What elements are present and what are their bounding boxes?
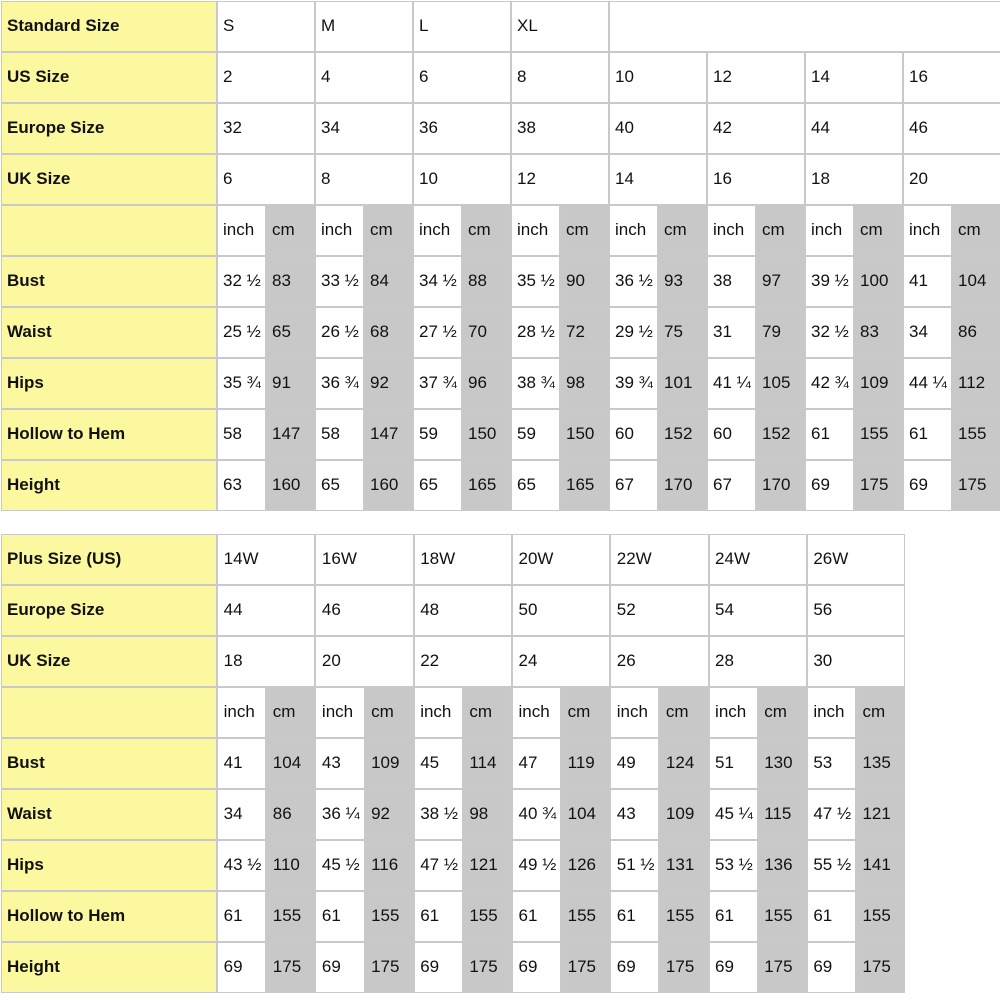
table-cell: 45 bbox=[414, 738, 463, 789]
table-cell: 155 bbox=[365, 891, 414, 942]
table-cell: 34 ½ bbox=[413, 256, 462, 307]
table-cell: 121 bbox=[856, 789, 905, 840]
table-cell-filler bbox=[905, 534, 999, 585]
table-cell: 14 bbox=[805, 52, 903, 103]
table-cell: 46 bbox=[315, 585, 413, 636]
table-cell: 47 bbox=[512, 738, 561, 789]
table-cell: 47 ½ bbox=[414, 840, 463, 891]
unit-cell-inch: inch bbox=[217, 687, 266, 738]
table-cell: 22W bbox=[610, 534, 708, 585]
row-label: Height bbox=[1, 942, 218, 993]
table-cell: 26 bbox=[610, 636, 708, 687]
table-cell: 83 bbox=[854, 307, 903, 358]
table-cell: 175 bbox=[463, 942, 512, 993]
table-cell: 18 bbox=[805, 154, 903, 205]
table-cell: 69 bbox=[805, 460, 854, 511]
table-cell: 48 bbox=[414, 585, 512, 636]
table-cell-filler bbox=[905, 738, 999, 789]
table-cell: 136 bbox=[758, 840, 807, 891]
table-cell: 43 bbox=[610, 789, 659, 840]
row-label: US Size bbox=[1, 52, 217, 103]
table-cell: 175 bbox=[758, 942, 807, 993]
table-cell: 61 bbox=[315, 891, 364, 942]
table-cell: 20W bbox=[512, 534, 610, 585]
table-cell: 49 bbox=[610, 738, 659, 789]
table-cell: 24W bbox=[709, 534, 807, 585]
plus-size-table bbox=[0, 533, 1000, 993]
table-cell: 69 bbox=[217, 942, 266, 993]
size-group-cell: XL bbox=[511, 1, 609, 52]
table-cell: 79 bbox=[756, 307, 805, 358]
table-cell: 88 bbox=[462, 256, 511, 307]
table-cell: 33 ½ bbox=[315, 256, 364, 307]
unit-cell-cm: cm bbox=[560, 205, 609, 256]
table-cell: 175 bbox=[856, 942, 905, 993]
table-cell: 59 bbox=[511, 409, 560, 460]
table-cell: 54 bbox=[709, 585, 807, 636]
table-cell: 69 bbox=[512, 942, 561, 993]
table-cell: 61 bbox=[512, 891, 561, 942]
table-cell: 32 ½ bbox=[805, 307, 854, 358]
table-cell: 104 bbox=[266, 738, 315, 789]
size-group-cell-empty bbox=[609, 1, 1000, 52]
table-row-units bbox=[1, 687, 1000, 738]
table-cell: 96 bbox=[462, 358, 511, 409]
table-cell: 155 bbox=[659, 891, 708, 942]
table-cell: 36 ¾ bbox=[315, 358, 364, 409]
table-cell: 175 bbox=[266, 942, 315, 993]
table-cell: 104 bbox=[561, 789, 610, 840]
table-cell: 39 ½ bbox=[805, 256, 854, 307]
table-cell: 18 bbox=[217, 636, 315, 687]
table-cell-filler bbox=[905, 891, 999, 942]
table-cell: 59 bbox=[413, 409, 462, 460]
row-label: Hollow to Hem bbox=[1, 409, 217, 460]
table-cell: 16 bbox=[903, 52, 1000, 103]
row-label: Bust bbox=[1, 256, 217, 307]
table-cell: 16W bbox=[315, 534, 413, 585]
table-cell: 155 bbox=[561, 891, 610, 942]
table-row bbox=[1, 738, 1000, 789]
row-label: Hollow to Hem bbox=[1, 891, 218, 942]
table-cell: 39 ¾ bbox=[609, 358, 658, 409]
table-row bbox=[1, 52, 1000, 103]
table-cell-filler bbox=[905, 840, 999, 891]
table-cell: 60 bbox=[707, 409, 756, 460]
table-cell: 110 bbox=[266, 840, 315, 891]
table-row bbox=[1, 307, 1000, 358]
table-cell: 152 bbox=[756, 409, 805, 460]
table-cell: 75 bbox=[658, 307, 707, 358]
unit-cell-inch: inch bbox=[512, 687, 561, 738]
table-cell: 67 bbox=[609, 460, 658, 511]
table-cell: 69 bbox=[414, 942, 463, 993]
table-cell-filler bbox=[905, 789, 999, 840]
table-cell: 10 bbox=[413, 154, 511, 205]
table-cell: 109 bbox=[659, 789, 708, 840]
table-cell-filler bbox=[905, 687, 999, 738]
table-cell: 175 bbox=[365, 942, 414, 993]
table-cell: 55 ½ bbox=[807, 840, 856, 891]
row-label: UK Size bbox=[1, 636, 218, 687]
table-cell: 22 bbox=[414, 636, 512, 687]
table-cell: 175 bbox=[854, 460, 903, 511]
row-label: Europe Size bbox=[1, 103, 217, 154]
row-label: Hips bbox=[1, 840, 218, 891]
unit-cell-cm: cm bbox=[463, 687, 512, 738]
unit-cell-cm: cm bbox=[856, 687, 905, 738]
table-cell: 45 ¼ bbox=[709, 789, 758, 840]
table-cell: 26W bbox=[807, 534, 905, 585]
row-label: Europe Size bbox=[1, 585, 218, 636]
row-label: Waist bbox=[1, 307, 217, 358]
table-cell: 47 ½ bbox=[807, 789, 856, 840]
table-cell: 16 bbox=[707, 154, 805, 205]
table-cell: 155 bbox=[758, 891, 807, 942]
table-cell: 126 bbox=[561, 840, 610, 891]
table-cell: 53 ½ bbox=[709, 840, 758, 891]
table-cell: 32 ½ bbox=[217, 256, 266, 307]
row-label: Standard Size bbox=[1, 1, 217, 52]
table-cell: 65 bbox=[266, 307, 315, 358]
table-cell: 135 bbox=[856, 738, 905, 789]
table-row bbox=[1, 409, 1000, 460]
row-label: Height bbox=[1, 460, 217, 511]
table-cell: 18W bbox=[414, 534, 512, 585]
unit-cell-cm: cm bbox=[952, 205, 1000, 256]
table-cell: 28 bbox=[709, 636, 807, 687]
table-cell: 34 bbox=[315, 103, 413, 154]
unit-cell-cm: cm bbox=[659, 687, 708, 738]
table-cell: 53 bbox=[807, 738, 856, 789]
unit-cell-inch: inch bbox=[903, 205, 952, 256]
table-cell: 109 bbox=[365, 738, 414, 789]
size-group-cell: L bbox=[413, 1, 511, 52]
table-cell: 61 bbox=[903, 409, 952, 460]
table-cell-filler bbox=[905, 585, 999, 636]
unit-cell-cm: cm bbox=[364, 205, 413, 256]
table-cell: 98 bbox=[463, 789, 512, 840]
table-row bbox=[1, 103, 1000, 154]
table-cell: 90 bbox=[560, 256, 609, 307]
table-row bbox=[1, 891, 1000, 942]
table-cell: 26 ½ bbox=[315, 307, 364, 358]
table-cell: 49 ½ bbox=[512, 840, 561, 891]
table-cell: 44 bbox=[805, 103, 903, 154]
table-cell-filler bbox=[905, 942, 999, 993]
table-cell: 12 bbox=[707, 52, 805, 103]
row-label-blank bbox=[1, 205, 217, 256]
table-cell: 36 bbox=[413, 103, 511, 154]
table-cell: 152 bbox=[658, 409, 707, 460]
table-separator bbox=[0, 511, 1000, 533]
table-cell: 175 bbox=[952, 460, 1000, 511]
table-cell: 141 bbox=[856, 840, 905, 891]
table-cell: 46 bbox=[903, 103, 1000, 154]
table-cell: 165 bbox=[462, 460, 511, 511]
table-cell: 25 ½ bbox=[217, 307, 266, 358]
unit-cell-cm: cm bbox=[266, 205, 315, 256]
unit-cell-inch: inch bbox=[805, 205, 854, 256]
unit-cell-cm: cm bbox=[756, 205, 805, 256]
table-cell: 50 bbox=[512, 585, 610, 636]
table-cell: 155 bbox=[856, 891, 905, 942]
table-row bbox=[1, 534, 1000, 585]
table-cell: 101 bbox=[658, 358, 707, 409]
table-cell: 155 bbox=[463, 891, 512, 942]
table-cell: 36 ½ bbox=[609, 256, 658, 307]
table-cell: 68 bbox=[364, 307, 413, 358]
unit-cell-cm: cm bbox=[658, 205, 707, 256]
table-cell: 104 bbox=[952, 256, 1000, 307]
table-cell: 12 bbox=[511, 154, 609, 205]
table-cell: 8 bbox=[315, 154, 413, 205]
table-cell: 170 bbox=[756, 460, 805, 511]
row-label: UK Size bbox=[1, 154, 217, 205]
unit-cell-inch: inch bbox=[707, 205, 756, 256]
table-cell: 116 bbox=[365, 840, 414, 891]
unit-cell-cm: cm bbox=[758, 687, 807, 738]
table-cell: 30 bbox=[807, 636, 905, 687]
table-cell: 52 bbox=[610, 585, 708, 636]
table-cell: 67 bbox=[707, 460, 756, 511]
table-cell: 112 bbox=[952, 358, 1000, 409]
table-cell: 69 bbox=[709, 942, 758, 993]
table-cell: 4 bbox=[315, 52, 413, 103]
table-cell: 91 bbox=[266, 358, 315, 409]
unit-cell-cm: cm bbox=[266, 687, 315, 738]
table-cell: 41 bbox=[903, 256, 952, 307]
table-cell: 93 bbox=[658, 256, 707, 307]
table-cell: 8 bbox=[511, 52, 609, 103]
table-cell: 86 bbox=[266, 789, 315, 840]
table-cell: 38 bbox=[511, 103, 609, 154]
table-cell: 83 bbox=[266, 256, 315, 307]
table-cell: 130 bbox=[758, 738, 807, 789]
table-cell: 61 bbox=[807, 891, 856, 942]
table-cell: 6 bbox=[217, 154, 315, 205]
table-cell: 43 ½ bbox=[217, 840, 266, 891]
table-row bbox=[1, 840, 1000, 891]
table-cell: 38 ¾ bbox=[511, 358, 560, 409]
table-cell: 34 bbox=[903, 307, 952, 358]
table-cell: 43 bbox=[315, 738, 364, 789]
unit-cell-inch: inch bbox=[315, 205, 364, 256]
row-label: Hips bbox=[1, 358, 217, 409]
table-cell: 100 bbox=[854, 256, 903, 307]
table-cell: 147 bbox=[266, 409, 315, 460]
unit-cell-cm: cm bbox=[365, 687, 414, 738]
table-cell: 121 bbox=[463, 840, 512, 891]
table-cell: 84 bbox=[364, 256, 413, 307]
table-cell: 155 bbox=[266, 891, 315, 942]
table-cell: 92 bbox=[365, 789, 414, 840]
table-cell: 51 ½ bbox=[610, 840, 659, 891]
table-cell: 69 bbox=[610, 942, 659, 993]
table-cell: 58 bbox=[217, 409, 266, 460]
table-row bbox=[1, 1, 1000, 52]
table-cell: 63 bbox=[217, 460, 266, 511]
unit-cell-inch: inch bbox=[413, 205, 462, 256]
table-cell: 155 bbox=[854, 409, 903, 460]
table-cell-filler bbox=[905, 636, 999, 687]
table-row bbox=[1, 460, 1000, 511]
table-cell: 65 bbox=[413, 460, 462, 511]
unit-cell-inch: inch bbox=[414, 687, 463, 738]
row-label: Waist bbox=[1, 789, 218, 840]
table-cell: 27 ½ bbox=[413, 307, 462, 358]
table-cell: 44 bbox=[217, 585, 315, 636]
table-cell: 34 bbox=[217, 789, 266, 840]
table-cell: 150 bbox=[462, 409, 511, 460]
table-cell: 28 ½ bbox=[511, 307, 560, 358]
unit-cell-inch: inch bbox=[315, 687, 364, 738]
table-row bbox=[1, 789, 1000, 840]
table-cell: 124 bbox=[659, 738, 708, 789]
table-cell: 105 bbox=[756, 358, 805, 409]
table-cell: 44 ¼ bbox=[903, 358, 952, 409]
table-cell: 160 bbox=[364, 460, 413, 511]
table-cell: 20 bbox=[315, 636, 413, 687]
table-row bbox=[1, 358, 1000, 409]
unit-cell-inch: inch bbox=[609, 205, 658, 256]
table-row bbox=[1, 256, 1000, 307]
table-cell: 61 bbox=[709, 891, 758, 942]
table-cell: 97 bbox=[756, 256, 805, 307]
table-cell: 175 bbox=[561, 942, 610, 993]
table-cell: 69 bbox=[315, 942, 364, 993]
table-cell: 35 ½ bbox=[511, 256, 560, 307]
table-cell: 86 bbox=[952, 307, 1000, 358]
table-cell: 155 bbox=[952, 409, 1000, 460]
table-cell: 38 bbox=[707, 256, 756, 307]
table-cell: 170 bbox=[658, 460, 707, 511]
table-cell: 92 bbox=[364, 358, 413, 409]
table-cell: 58 bbox=[315, 409, 364, 460]
table-cell: 61 bbox=[414, 891, 463, 942]
table-cell: 69 bbox=[903, 460, 952, 511]
table-cell: 175 bbox=[659, 942, 708, 993]
unit-cell-cm: cm bbox=[854, 205, 903, 256]
row-label: Plus Size (US) bbox=[1, 534, 218, 585]
unit-cell-cm: cm bbox=[561, 687, 610, 738]
table-cell: 60 bbox=[609, 409, 658, 460]
table-cell: 24 bbox=[512, 636, 610, 687]
table-cell: 61 bbox=[217, 891, 266, 942]
table-cell: 38 ½ bbox=[414, 789, 463, 840]
table-cell: 29 ½ bbox=[609, 307, 658, 358]
table-cell: 131 bbox=[659, 840, 708, 891]
table-cell: 41 bbox=[217, 738, 266, 789]
table-cell: 69 bbox=[807, 942, 856, 993]
table-cell: 109 bbox=[854, 358, 903, 409]
unit-cell-inch: inch bbox=[217, 205, 266, 256]
table-cell: 42 bbox=[707, 103, 805, 154]
unit-cell-inch: inch bbox=[807, 687, 856, 738]
table-cell: 20 bbox=[903, 154, 1000, 205]
table-cell: 150 bbox=[560, 409, 609, 460]
size-group-cell: M bbox=[315, 1, 413, 52]
table-cell: 165 bbox=[560, 460, 609, 511]
table-cell: 2 bbox=[217, 52, 315, 103]
table-cell: 160 bbox=[266, 460, 315, 511]
table-cell: 35 ¾ bbox=[217, 358, 266, 409]
row-label: Bust bbox=[1, 738, 218, 789]
table-row bbox=[1, 636, 1000, 687]
table-row bbox=[1, 154, 1000, 205]
table-cell: 61 bbox=[805, 409, 854, 460]
table-cell: 65 bbox=[315, 460, 364, 511]
table-cell: 56 bbox=[807, 585, 905, 636]
table-row bbox=[1, 942, 1000, 993]
table-cell: 72 bbox=[560, 307, 609, 358]
table-cell: 36 ¼ bbox=[315, 789, 364, 840]
table-cell: 41 ¼ bbox=[707, 358, 756, 409]
plus-size-table-wrapper bbox=[0, 533, 1000, 993]
table-cell: 98 bbox=[560, 358, 609, 409]
table-cell: 40 ¾ bbox=[512, 789, 561, 840]
table-cell: 114 bbox=[463, 738, 512, 789]
table-cell: 61 bbox=[610, 891, 659, 942]
table-cell: 70 bbox=[462, 307, 511, 358]
table-cell: 42 ¾ bbox=[805, 358, 854, 409]
table-cell: 14W bbox=[217, 534, 315, 585]
table-cell: 147 bbox=[364, 409, 413, 460]
unit-cell-inch: inch bbox=[709, 687, 758, 738]
table-cell: 115 bbox=[758, 789, 807, 840]
size-group-cell: S bbox=[217, 1, 315, 52]
table-cell: 14 bbox=[609, 154, 707, 205]
table-cell: 37 ¾ bbox=[413, 358, 462, 409]
table-row bbox=[1, 585, 1000, 636]
table-cell: 119 bbox=[561, 738, 610, 789]
unit-cell-cm: cm bbox=[462, 205, 511, 256]
table-cell: 45 ½ bbox=[315, 840, 364, 891]
unit-cell-inch: inch bbox=[511, 205, 560, 256]
table-cell: 40 bbox=[609, 103, 707, 154]
table-cell: 31 bbox=[707, 307, 756, 358]
table-cell: 65 bbox=[511, 460, 560, 511]
table-row-units bbox=[1, 205, 1000, 256]
table-cell: 51 bbox=[709, 738, 758, 789]
table-cell: 6 bbox=[413, 52, 511, 103]
unit-cell-inch: inch bbox=[610, 687, 659, 738]
row-label-blank bbox=[1, 687, 218, 738]
table-cell: 32 bbox=[217, 103, 315, 154]
table-cell: 10 bbox=[609, 52, 707, 103]
